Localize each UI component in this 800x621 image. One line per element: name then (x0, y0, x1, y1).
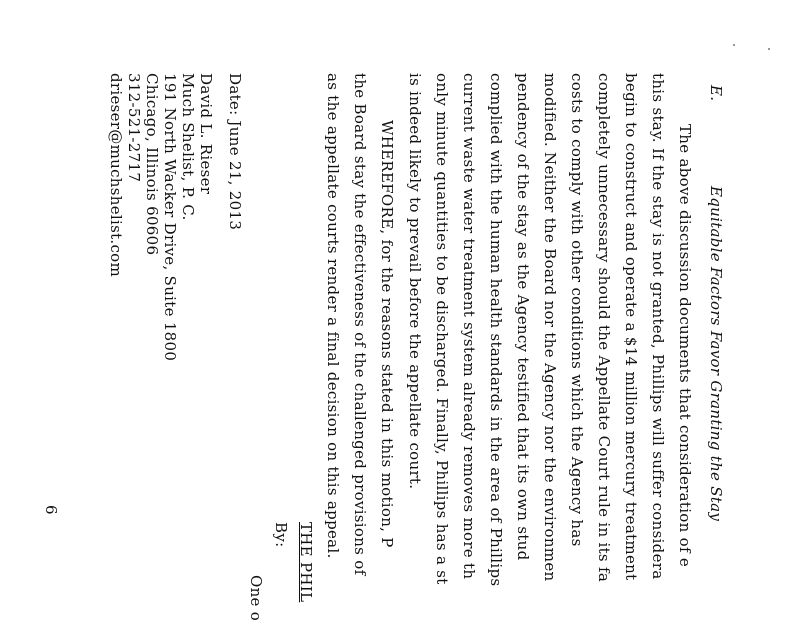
address-line: David L. Rieser (197, 73, 215, 195)
paragraph-line: The above discussion documents that consideration of e (676, 124, 694, 568)
paragraph-line: modified. Neither the Board nor the Agency nor the environmen (541, 73, 559, 582)
page-number: 6 (42, 505, 60, 515)
section-heading: Equitable Factors Favor Granting the Stay (707, 186, 725, 522)
signature-by-label: By: (272, 522, 290, 548)
scan-speck (733, 44, 735, 46)
paragraph-line: this stay. If the stay is not granted, Phillips will suffer considera (649, 73, 667, 580)
address-line: 312-521-2717 (125, 73, 143, 183)
signature-one-of: One o (247, 575, 265, 621)
date-line: Date: June 21, 2013 (226, 73, 244, 231)
paragraph-line: complied with the human health standards in the area of Phillips (487, 73, 505, 587)
paragraph-line: costs to comply with other conditions which the Agency has (568, 73, 586, 547)
address-line: 191 North Wacker Drive, Suite 1800 (161, 73, 179, 362)
paragraph-line: is indeed likely to prevail before the appellate court. (406, 73, 424, 490)
paragraph-line: as the appellate courts render a final decision on this appeal. (324, 73, 342, 559)
address-line: Chicago, Illinois 60606 (143, 73, 161, 256)
address-line: Much Shelist, P. C. (179, 73, 197, 221)
address-line: drieser@muchshelist.com (107, 73, 125, 278)
paragraph-line: pendency of the stay as the Agency testified that its own stud (514, 73, 532, 561)
signature-firm-name: THE PHIL (297, 522, 315, 603)
paragraph-line: completely unnecessary should the Appellate Court rule in its fa (595, 73, 613, 583)
paragraph-line: only minute quantities to be discharged. Finally, Phillips has a st (433, 73, 451, 585)
paragraph-line: current waste water treatment system already removes more th (460, 73, 478, 580)
paragraph-line: the Board stay the effectiveness of the challenged provisions of (351, 73, 369, 576)
paragraph-line: begin to construct and operate a $14 million mercury treatment (622, 73, 640, 581)
paragraph-line: WHEREFORE, for the reasons stated in this motion, P (378, 120, 396, 548)
scan-speck (768, 48, 770, 50)
section-letter: E. (707, 85, 725, 102)
